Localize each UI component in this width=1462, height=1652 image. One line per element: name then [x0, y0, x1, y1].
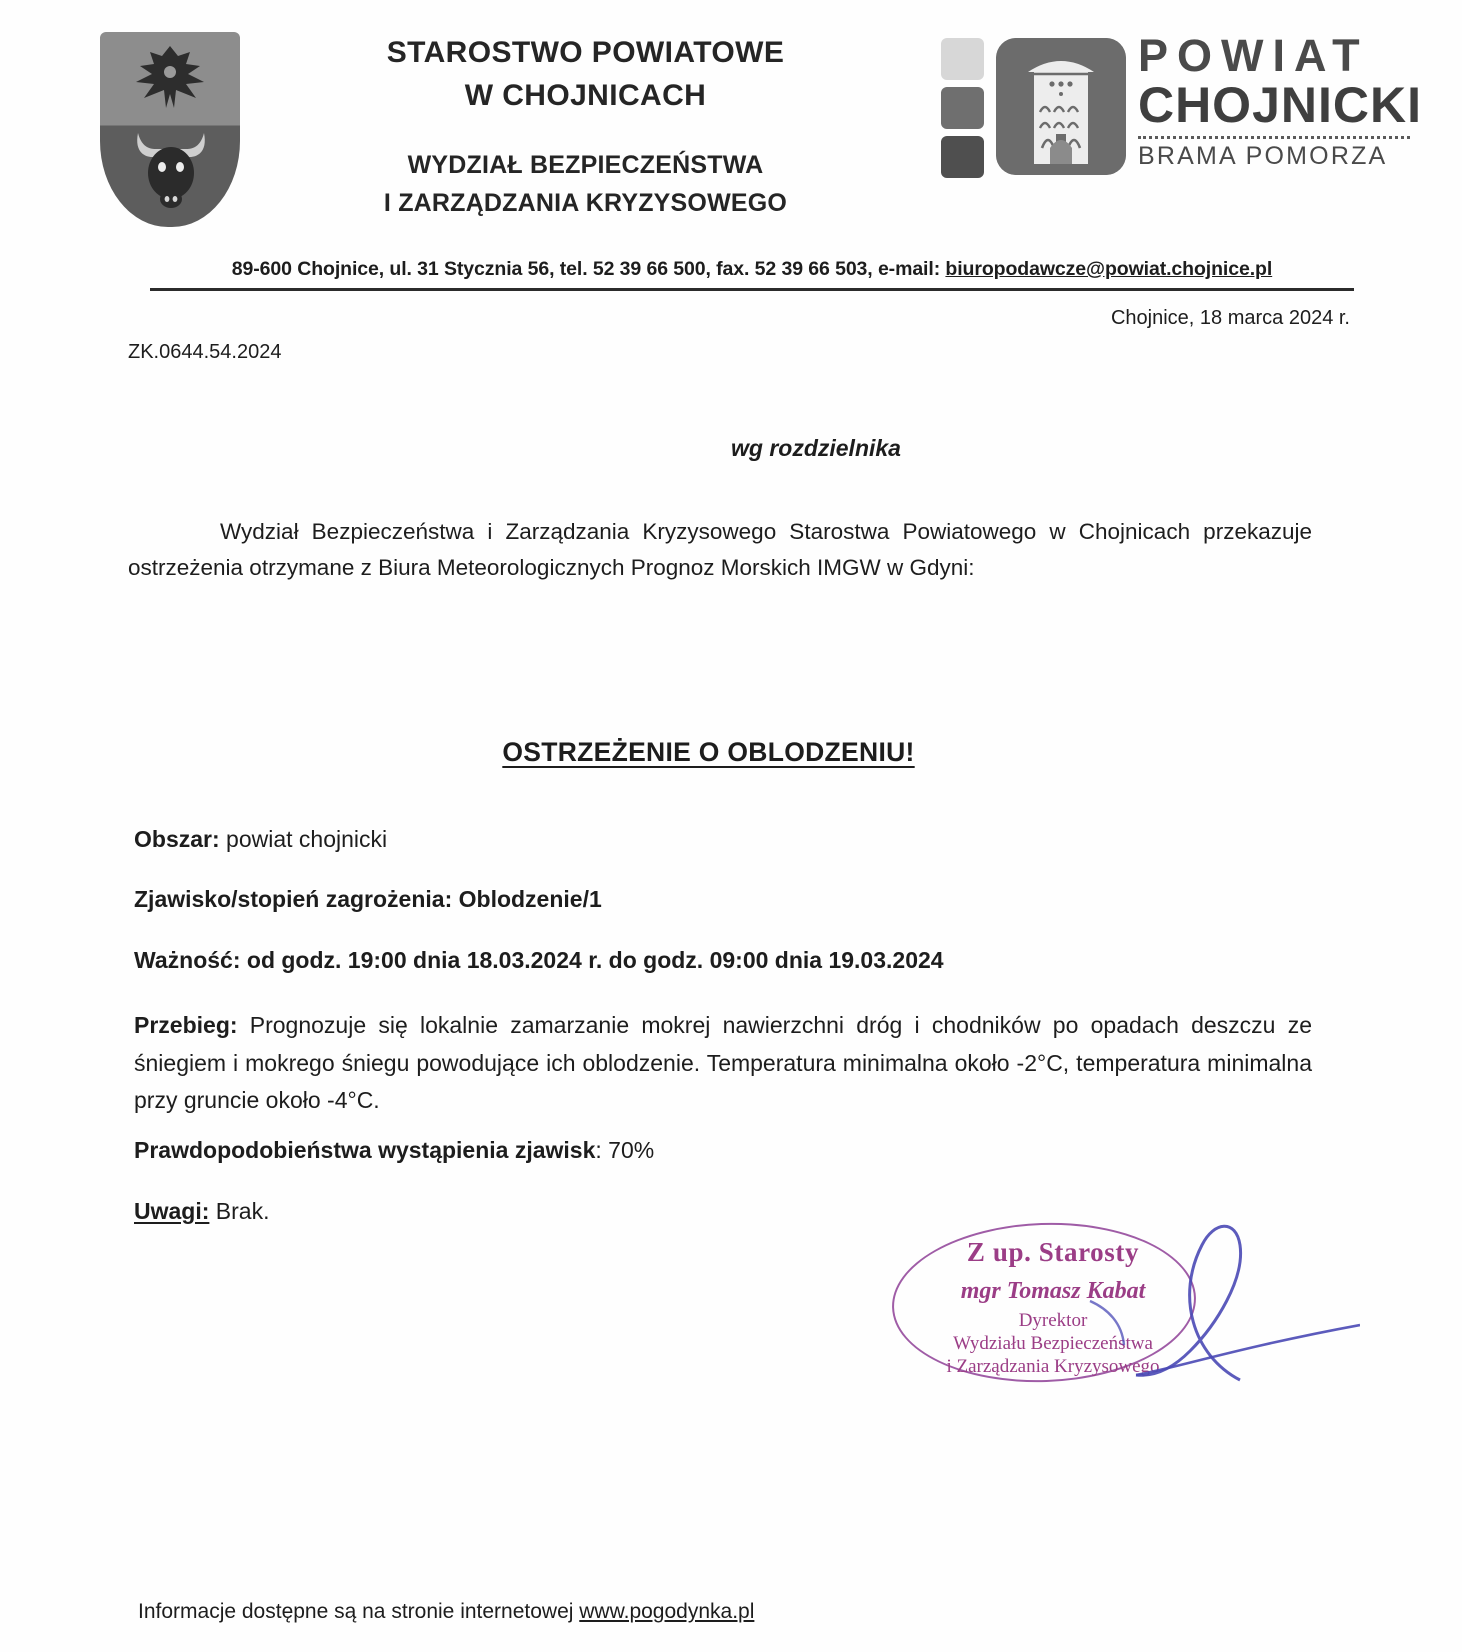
field-validity — [134, 943, 1312, 978]
office-titles — [240, 14, 941, 222]
warning-details — [134, 822, 1312, 1228]
logo-powiat-text: POWIAT — [1137, 30, 1369, 81]
field-course-label: Przebieg: — [134, 1012, 238, 1039]
place-and-date: Chojnice, 18 marca 2024 r. — [1110, 307, 1350, 329]
stamp-line-3: Dyrektor — [1018, 1310, 1088, 1331]
warning-title-text: OSTRZEŻENIE O OBLODZENIU! — [502, 736, 915, 767]
field-course-value: Prognozuje się lokalnie zamarzanie mokrej nawierzchni dróg i chodników po opadach deszczu ze śniegiem i mokrego śniegu powodujące ich oblodzenie. Temperatura minimalna około -2°C, temperatura minimalna przy gruncie około -4°C. — [134, 1012, 1312, 1113]
powiat-chojnicki-logo — [941, 22, 1422, 178]
stamp-line-2: mgr Tomasz Kabat — [960, 1278, 1146, 1304]
warning-title — [0, 737, 1462, 768]
department-title — [240, 147, 931, 222]
department-title-line-2: I ZARZĄDZANIA KRYZYSOWEGO — [383, 188, 788, 217]
field-remarks-value: Brak. — [215, 1197, 270, 1224]
town-gate-icon — [996, 38, 1126, 175]
addressee-block — [0, 435, 1462, 462]
office-title-line-2: W CHOJNICACH — [464, 78, 707, 112]
stamp-line-5: i Zarządzania Kryzysowego — [946, 1356, 1160, 1378]
intro-paragraph: Wydział Bezpieczeństwa i Zarządzania Kryzysowego Starostwa Powiatowego w Chojnicach przekazuje ostrzeżenia otrzymane z Biura Meteorologicznych Prognoz Morskich IMGW w Gdyni: — [128, 519, 1312, 581]
contact-email-link[interactable]: biuropodawcze@powiat.chojnice.pl — [945, 258, 1273, 280]
logo-divider — [1138, 136, 1410, 139]
footer-note — [138, 1600, 754, 1624]
document-meta — [128, 307, 1350, 377]
office-title-line-1: STAROSTWO POWIATOWE — [386, 36, 785, 69]
field-phenomenon-value: Oblodzenie/1 — [458, 886, 602, 913]
letterhead — [0, 0, 1462, 250]
department-title-line-1: WYDZIAŁ BEZPIECZEŃSTWA — [407, 151, 764, 180]
field-area-value: powiat chojnicki — [226, 825, 388, 852]
logo-wordmark — [1138, 22, 1422, 171]
contact-address-bar — [150, 258, 1354, 291]
logo-tagline-text: BRAMA POMORZA — [1137, 141, 1388, 170]
footer-link[interactable]: www.pogodynka.pl — [579, 1600, 755, 1623]
stamp-line-4: Wydziału Bezpieczeństwa — [953, 1333, 1153, 1355]
field-validity-label: Ważność: — [134, 946, 241, 973]
field-probability-value: : 70% — [595, 1137, 655, 1164]
logo-chojnicki-text: CHOJNICKI — [1137, 77, 1422, 134]
field-probability-label: Prawdopodobieństwa wystąpienia zjawisk — [134, 1137, 596, 1164]
addressee-text: wg rozdzielnika — [731, 435, 901, 461]
field-probability — [134, 1133, 1312, 1168]
field-area — [134, 822, 1312, 857]
contact-address-text: 89-600 Chojnice, ul. 31 Stycznia 56, tel. 52 39 66 500, fax. 52 39 66 503, e-mail: — [231, 258, 946, 280]
field-remarks-label: Uwagi: — [134, 1197, 210, 1224]
logo-bars-icon — [941, 22, 984, 178]
reference-number: ZK.0644.54.2024 — [128, 341, 282, 363]
field-phenomenon — [134, 882, 1312, 917]
coat-of-arms-icon — [100, 32, 240, 227]
stamp-line-1: Z up. Starosty — [966, 1237, 1140, 1267]
footer-text: Informacje dostępne są na stronie internetowej — [138, 1600, 580, 1623]
stamp-text-block — [908, 1237, 1198, 1379]
field-phenomenon-label: Zjawisko/stopień zagrożenia: — [134, 886, 453, 913]
field-area-label: Obszar: — [134, 825, 220, 852]
field-course — [134, 1007, 1312, 1119]
field-validity-value: od godz. 19:00 dnia 18.03.2024 r. do godz. 09:00 dnia 19.03.2024 — [246, 946, 944, 973]
signature-stamp — [880, 1215, 1320, 1415]
